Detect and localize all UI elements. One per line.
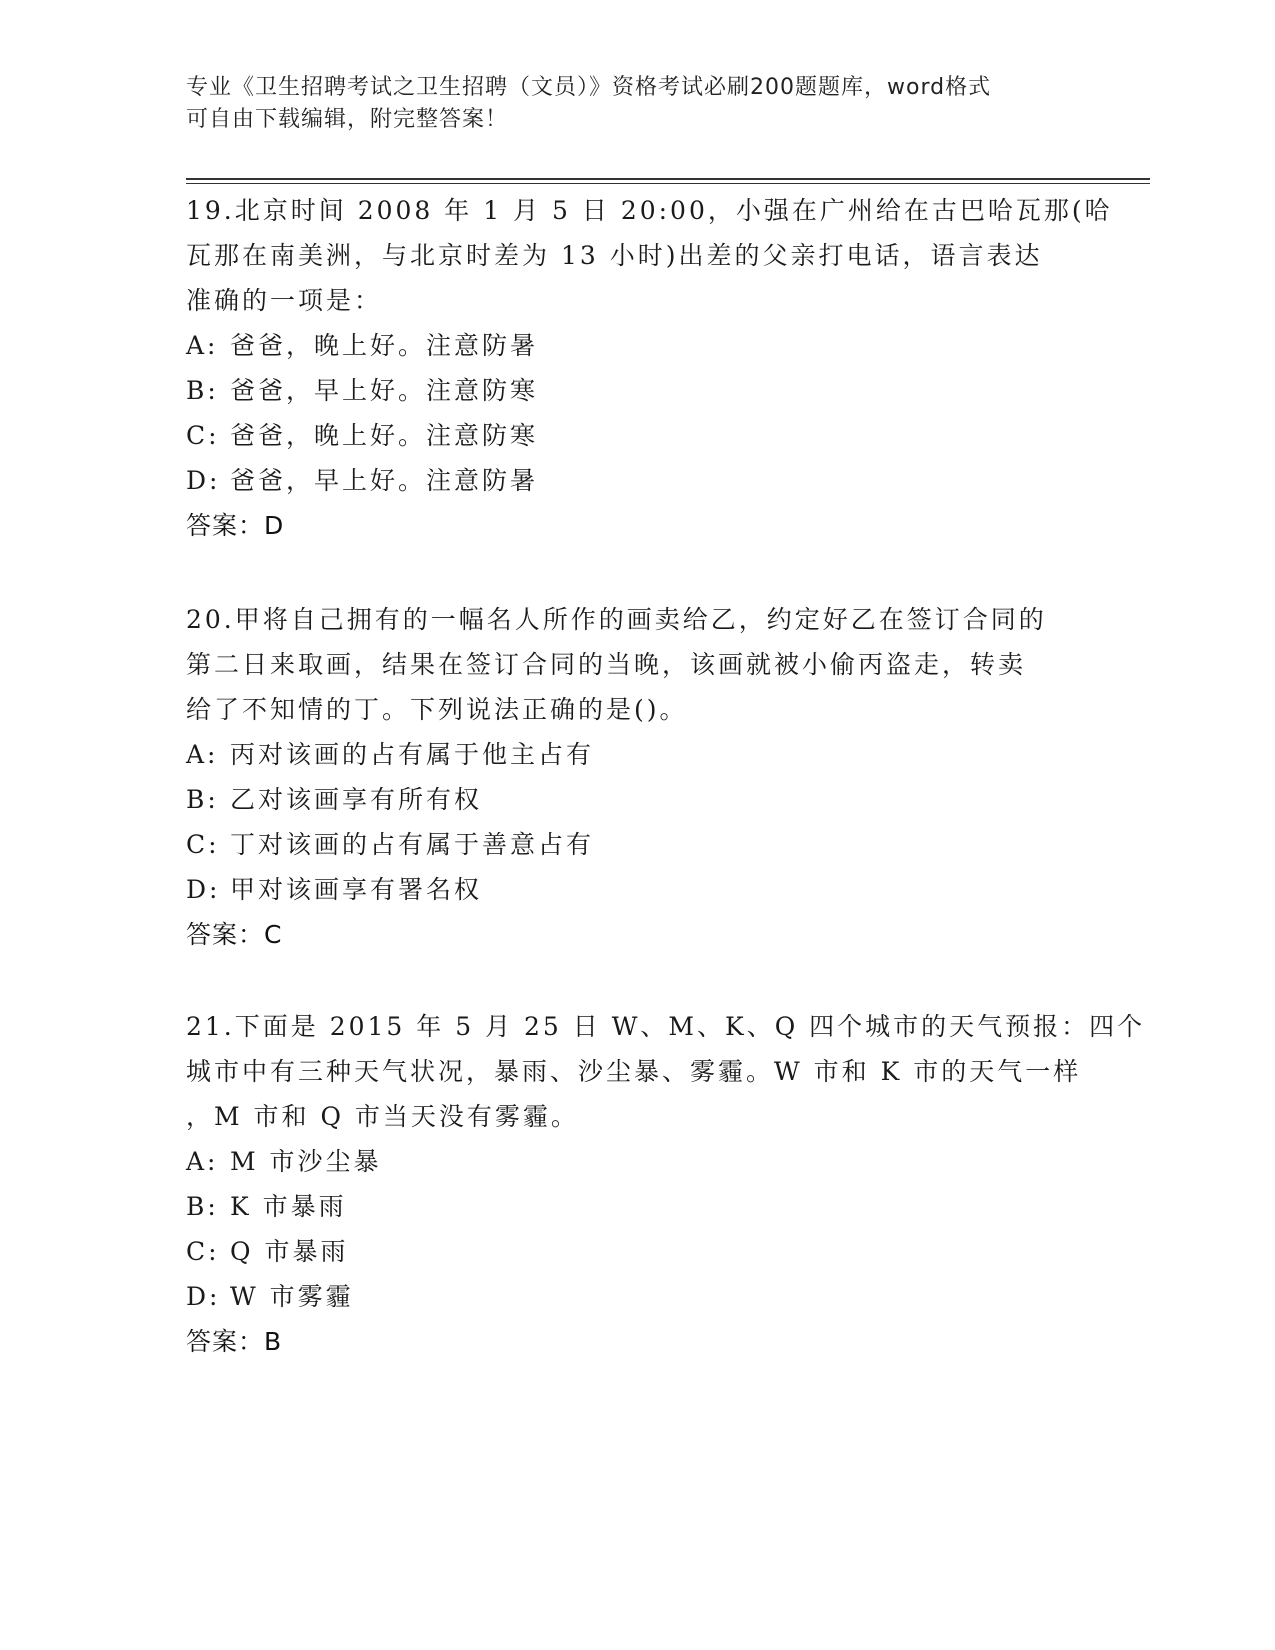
option-b <box>186 368 1086 413</box>
option-key: B: <box>186 376 219 405</box>
question-text-line: 准确的一项是： <box>186 286 383 315</box>
option-key: D: <box>186 1282 221 1311</box>
question-text-line: 21.下面是 2015 年 5 月 25 日 W、M、K、Q 四个城市的天气预报：四个 <box>186 1012 1146 1041</box>
option-a <box>186 323 1086 368</box>
option-c <box>186 1229 1086 1274</box>
header-divider-thin <box>186 183 1150 184</box>
option-key: A: <box>186 331 219 360</box>
option-text: 丁对该画的占有属于善意占有 <box>230 830 595 859</box>
option-key: C: <box>186 421 220 450</box>
option-key: C: <box>186 830 220 859</box>
header-line-1: 专业《卫生招聘考试之卫生招聘（文员）》资格考试必刷200题题库，word格式 <box>186 75 992 100</box>
option-key: D: <box>186 875 221 904</box>
question-21 <box>186 1004 1146 1364</box>
question-text-line: ，M 市和 Q 市当天没有雾霾。 <box>186 1102 579 1131</box>
option-c <box>186 413 1086 458</box>
document-header <box>186 72 1086 136</box>
question-19 <box>186 188 1113 548</box>
question-text-line: 给了不知情的丁。下列说法正确的是()。 <box>186 695 688 724</box>
question-text-line: 20.甲将自己拥有的一幅名人所作的画卖给乙，约定好乙在签订合同的 <box>186 605 1047 634</box>
option-a <box>186 1139 1086 1184</box>
option-text: M 市沙尘暴 <box>230 1147 382 1176</box>
option-text: K 市暴雨 <box>230 1192 347 1221</box>
question-text-line: 瓦那在南美洲，与北京时差为 13 小时)出差的父亲打电话，语言表达 <box>186 241 1043 270</box>
option-key: D: <box>186 466 221 495</box>
option-d <box>186 1274 1086 1319</box>
option-text: W 市雾霾 <box>230 1282 354 1311</box>
option-text: 爸爸，晚上好。注意防寒 <box>230 421 539 450</box>
option-text: 爸爸，早上好。注意防寒 <box>230 376 539 405</box>
option-text: 爸爸，晚上好。注意防暑 <box>230 331 539 360</box>
header-line-2: 可自由下载编辑，附完整答案！ <box>186 107 509 132</box>
option-text: 乙对该画享有所有权 <box>230 785 483 814</box>
option-d <box>186 458 1086 503</box>
answer-text: 答案：C <box>186 920 283 949</box>
question-text-line: 第二日来取画，结果在签订合同的当晚，该画就被小偷丙盗走，转卖 <box>186 650 1027 679</box>
option-b <box>186 777 1086 822</box>
answer-text: 答案：D <box>186 511 285 540</box>
answer-text: 答案：B <box>186 1327 283 1356</box>
option-text: 爸爸，早上好。注意防暑 <box>230 466 539 495</box>
question-text-line: 19.北京时间 2008 年 1 月 5 日 20:00，小强在广州给在古巴哈瓦那(哈 <box>186 196 1113 225</box>
option-c <box>186 822 1086 867</box>
option-d <box>186 867 1086 912</box>
option-key: B: <box>186 1192 219 1221</box>
option-key: A: <box>186 1147 219 1176</box>
option-key: A: <box>186 740 219 769</box>
option-a <box>186 732 1086 777</box>
option-key: C: <box>186 1237 220 1266</box>
option-text: 丙对该画的占有属于他主占有 <box>230 740 595 769</box>
question-text-line: 城市中有三种天气状况，暴雨、沙尘暴、雾霾。W 市和 K 市的天气一样 <box>186 1057 1082 1086</box>
option-text: 甲对该画享有署名权 <box>230 875 483 904</box>
option-b <box>186 1184 1086 1229</box>
header-divider <box>186 178 1150 180</box>
question-20 <box>186 597 1086 957</box>
option-text: Q 市暴雨 <box>230 1237 349 1266</box>
option-key: B: <box>186 785 219 814</box>
